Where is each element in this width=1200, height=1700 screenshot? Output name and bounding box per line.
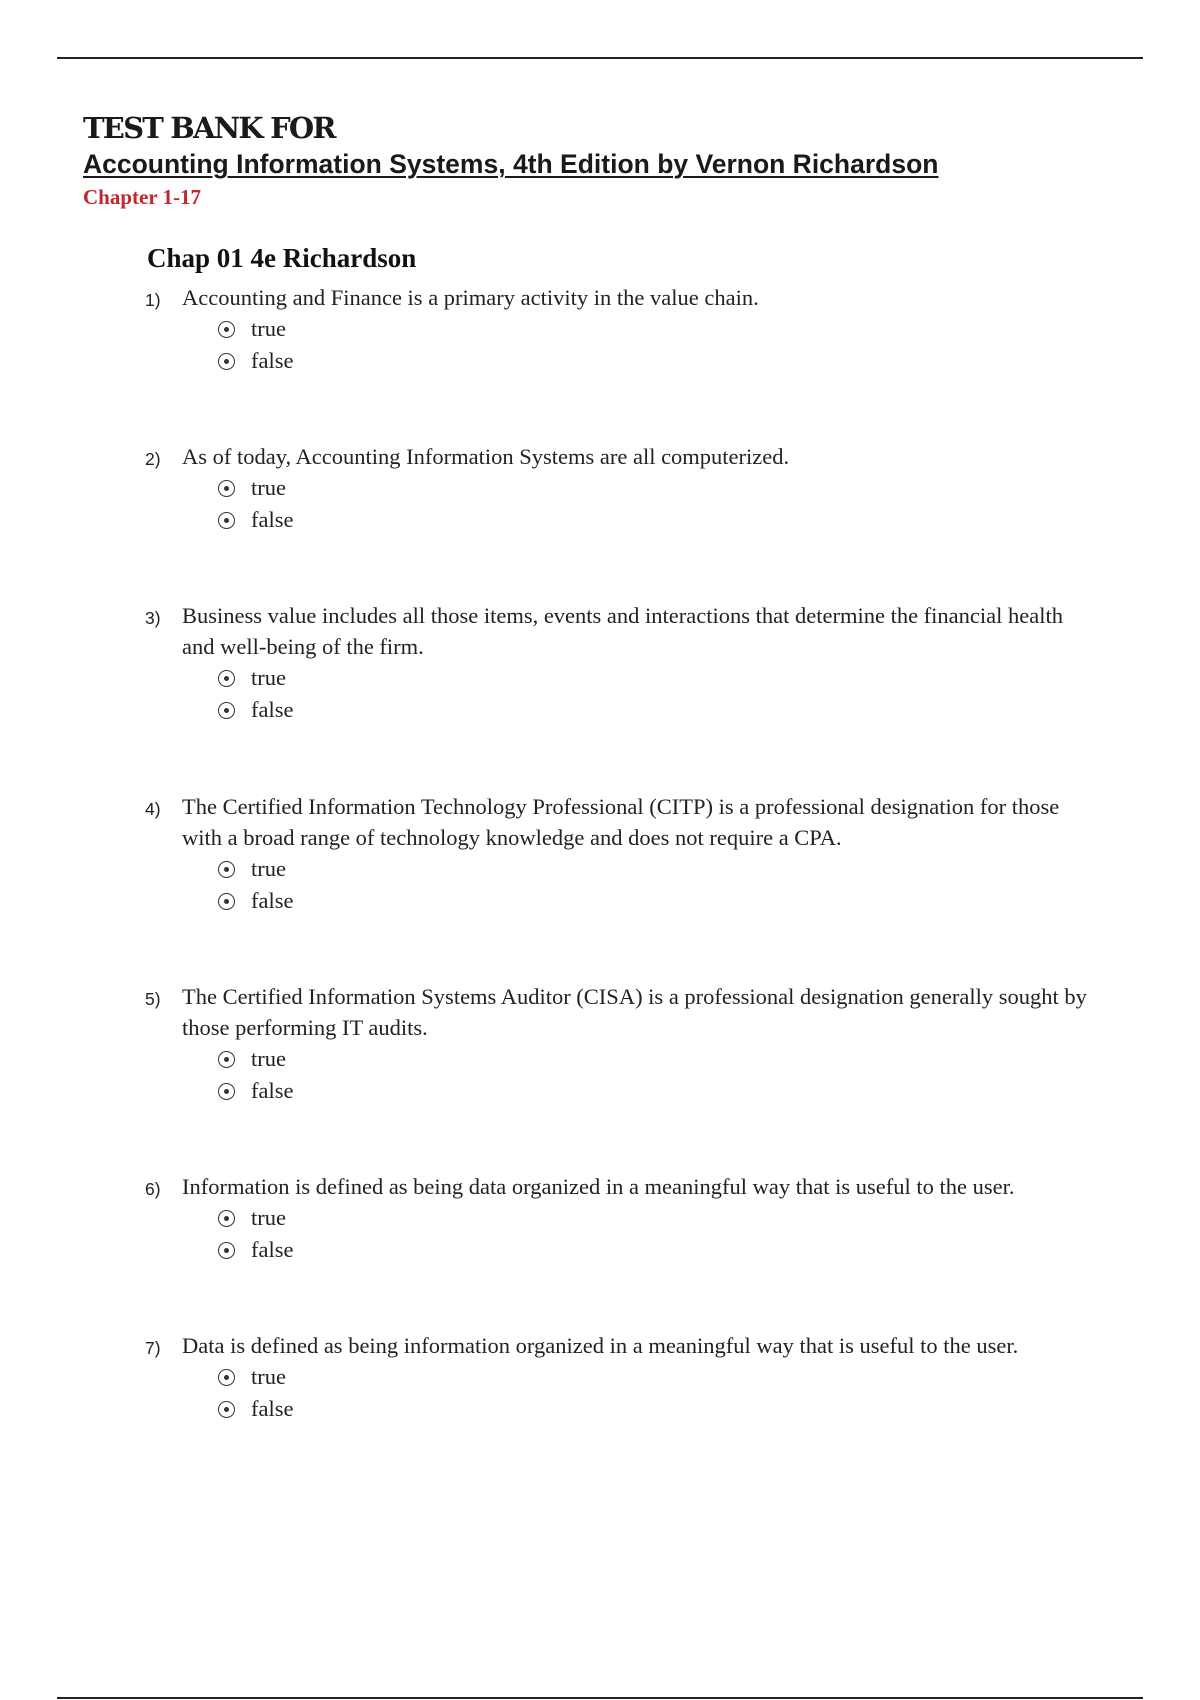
option-false[interactable] [218, 1234, 1095, 1266]
option-false[interactable] [218, 1393, 1095, 1425]
option-label: false [251, 348, 294, 373]
question-7 [145, 1330, 1095, 1430]
question-4 [145, 791, 1095, 981]
option-false[interactable] [218, 504, 1095, 536]
answer-options [182, 1202, 1095, 1266]
question-text: Data is defined as being information organized in a meaningful way that is useful to the user. [182, 1333, 1019, 1358]
document-header [83, 108, 1143, 211]
question-text: The Certified Information Technology Professional (CITP) is a professional designation for those with a broad range of technology knowledge and does not require a CPA. [182, 794, 1060, 850]
option-label: false [251, 1396, 294, 1421]
question-list [145, 282, 1095, 1430]
radio-button-icon[interactable] [218, 480, 235, 497]
radio-button-icon[interactable] [218, 1083, 235, 1100]
bottom-rule [57, 1697, 1143, 1699]
radio-button-icon[interactable] [218, 1401, 235, 1418]
option-label: true [251, 665, 286, 690]
chapter-range: Chapter 1-17 [83, 185, 202, 209]
question-text: Information is defined as being data organized in a meaningful way that is useful to the user. [182, 1174, 1015, 1199]
option-label: true [251, 475, 286, 500]
radio-button-icon[interactable] [218, 1210, 235, 1227]
answer-options [182, 313, 1095, 377]
option-false[interactable] [218, 1075, 1095, 1107]
question-3 [145, 600, 1095, 791]
option-label: true [251, 856, 286, 881]
option-true[interactable] [218, 1202, 1095, 1234]
book-title: Accounting Information Systems, 4th Edition by Vernon Richardson [83, 149, 939, 179]
radio-button-icon[interactable] [218, 1369, 235, 1386]
option-label: false [251, 1078, 294, 1103]
radio-button-icon[interactable] [218, 670, 235, 687]
radio-button-icon[interactable] [218, 321, 235, 338]
answer-options [182, 662, 1095, 726]
option-label: true [251, 1364, 286, 1389]
question-number: 4) [145, 799, 161, 819]
question-text: The Certified Information Systems Auditor (CISA) is a professional designation generally sought by those performing IT audits. [182, 984, 1087, 1040]
option-label: false [251, 507, 294, 532]
option-label: false [251, 1237, 294, 1262]
radio-button-icon[interactable] [218, 893, 235, 910]
question-5 [145, 981, 1095, 1171]
option-false[interactable] [218, 694, 1095, 726]
option-label: true [251, 1046, 286, 1071]
radio-button-icon[interactable] [218, 1051, 235, 1068]
question-text: Business value includes all those items, events and interactions that determine the financial health and well-being of the firm. [182, 603, 1063, 659]
option-label: false [251, 888, 294, 913]
option-label: false [251, 697, 294, 722]
question-number: 7) [145, 1338, 161, 1358]
answer-options [182, 1043, 1095, 1107]
option-true[interactable] [218, 313, 1095, 345]
question-text: Accounting and Finance is a primary activity in the value chain. [182, 285, 759, 310]
section-title: Chap 01 4e Richardson [147, 243, 417, 273]
question-number: 3) [145, 608, 161, 628]
option-true[interactable] [218, 472, 1095, 504]
radio-button-icon[interactable] [218, 861, 235, 878]
radio-button-icon[interactable] [218, 512, 235, 529]
option-true[interactable] [218, 853, 1095, 885]
question-number: 6) [145, 1179, 161, 1199]
option-false[interactable] [218, 345, 1095, 377]
answer-options [182, 1361, 1095, 1425]
option-true[interactable] [218, 1361, 1095, 1393]
question-number: 2) [145, 449, 161, 469]
question-number: 5) [145, 989, 161, 1009]
option-true[interactable] [218, 1043, 1095, 1075]
answer-options [182, 472, 1095, 536]
radio-button-icon[interactable] [218, 702, 235, 719]
question-text: As of today, Accounting Information Systems are all computerized. [182, 444, 790, 469]
radio-button-icon[interactable] [218, 353, 235, 370]
question-number: 1) [145, 290, 161, 310]
option-label: true [251, 1205, 286, 1230]
question-1 [145, 282, 1095, 441]
question-6 [145, 1171, 1095, 1330]
radio-button-icon[interactable] [218, 1242, 235, 1259]
top-rule [57, 57, 1143, 59]
header-title: TEST BANK FOR [83, 111, 335, 145]
answer-options [182, 853, 1095, 917]
option-false[interactable] [218, 885, 1095, 917]
option-true[interactable] [218, 662, 1095, 694]
question-2 [145, 441, 1095, 600]
option-label: true [251, 316, 286, 341]
